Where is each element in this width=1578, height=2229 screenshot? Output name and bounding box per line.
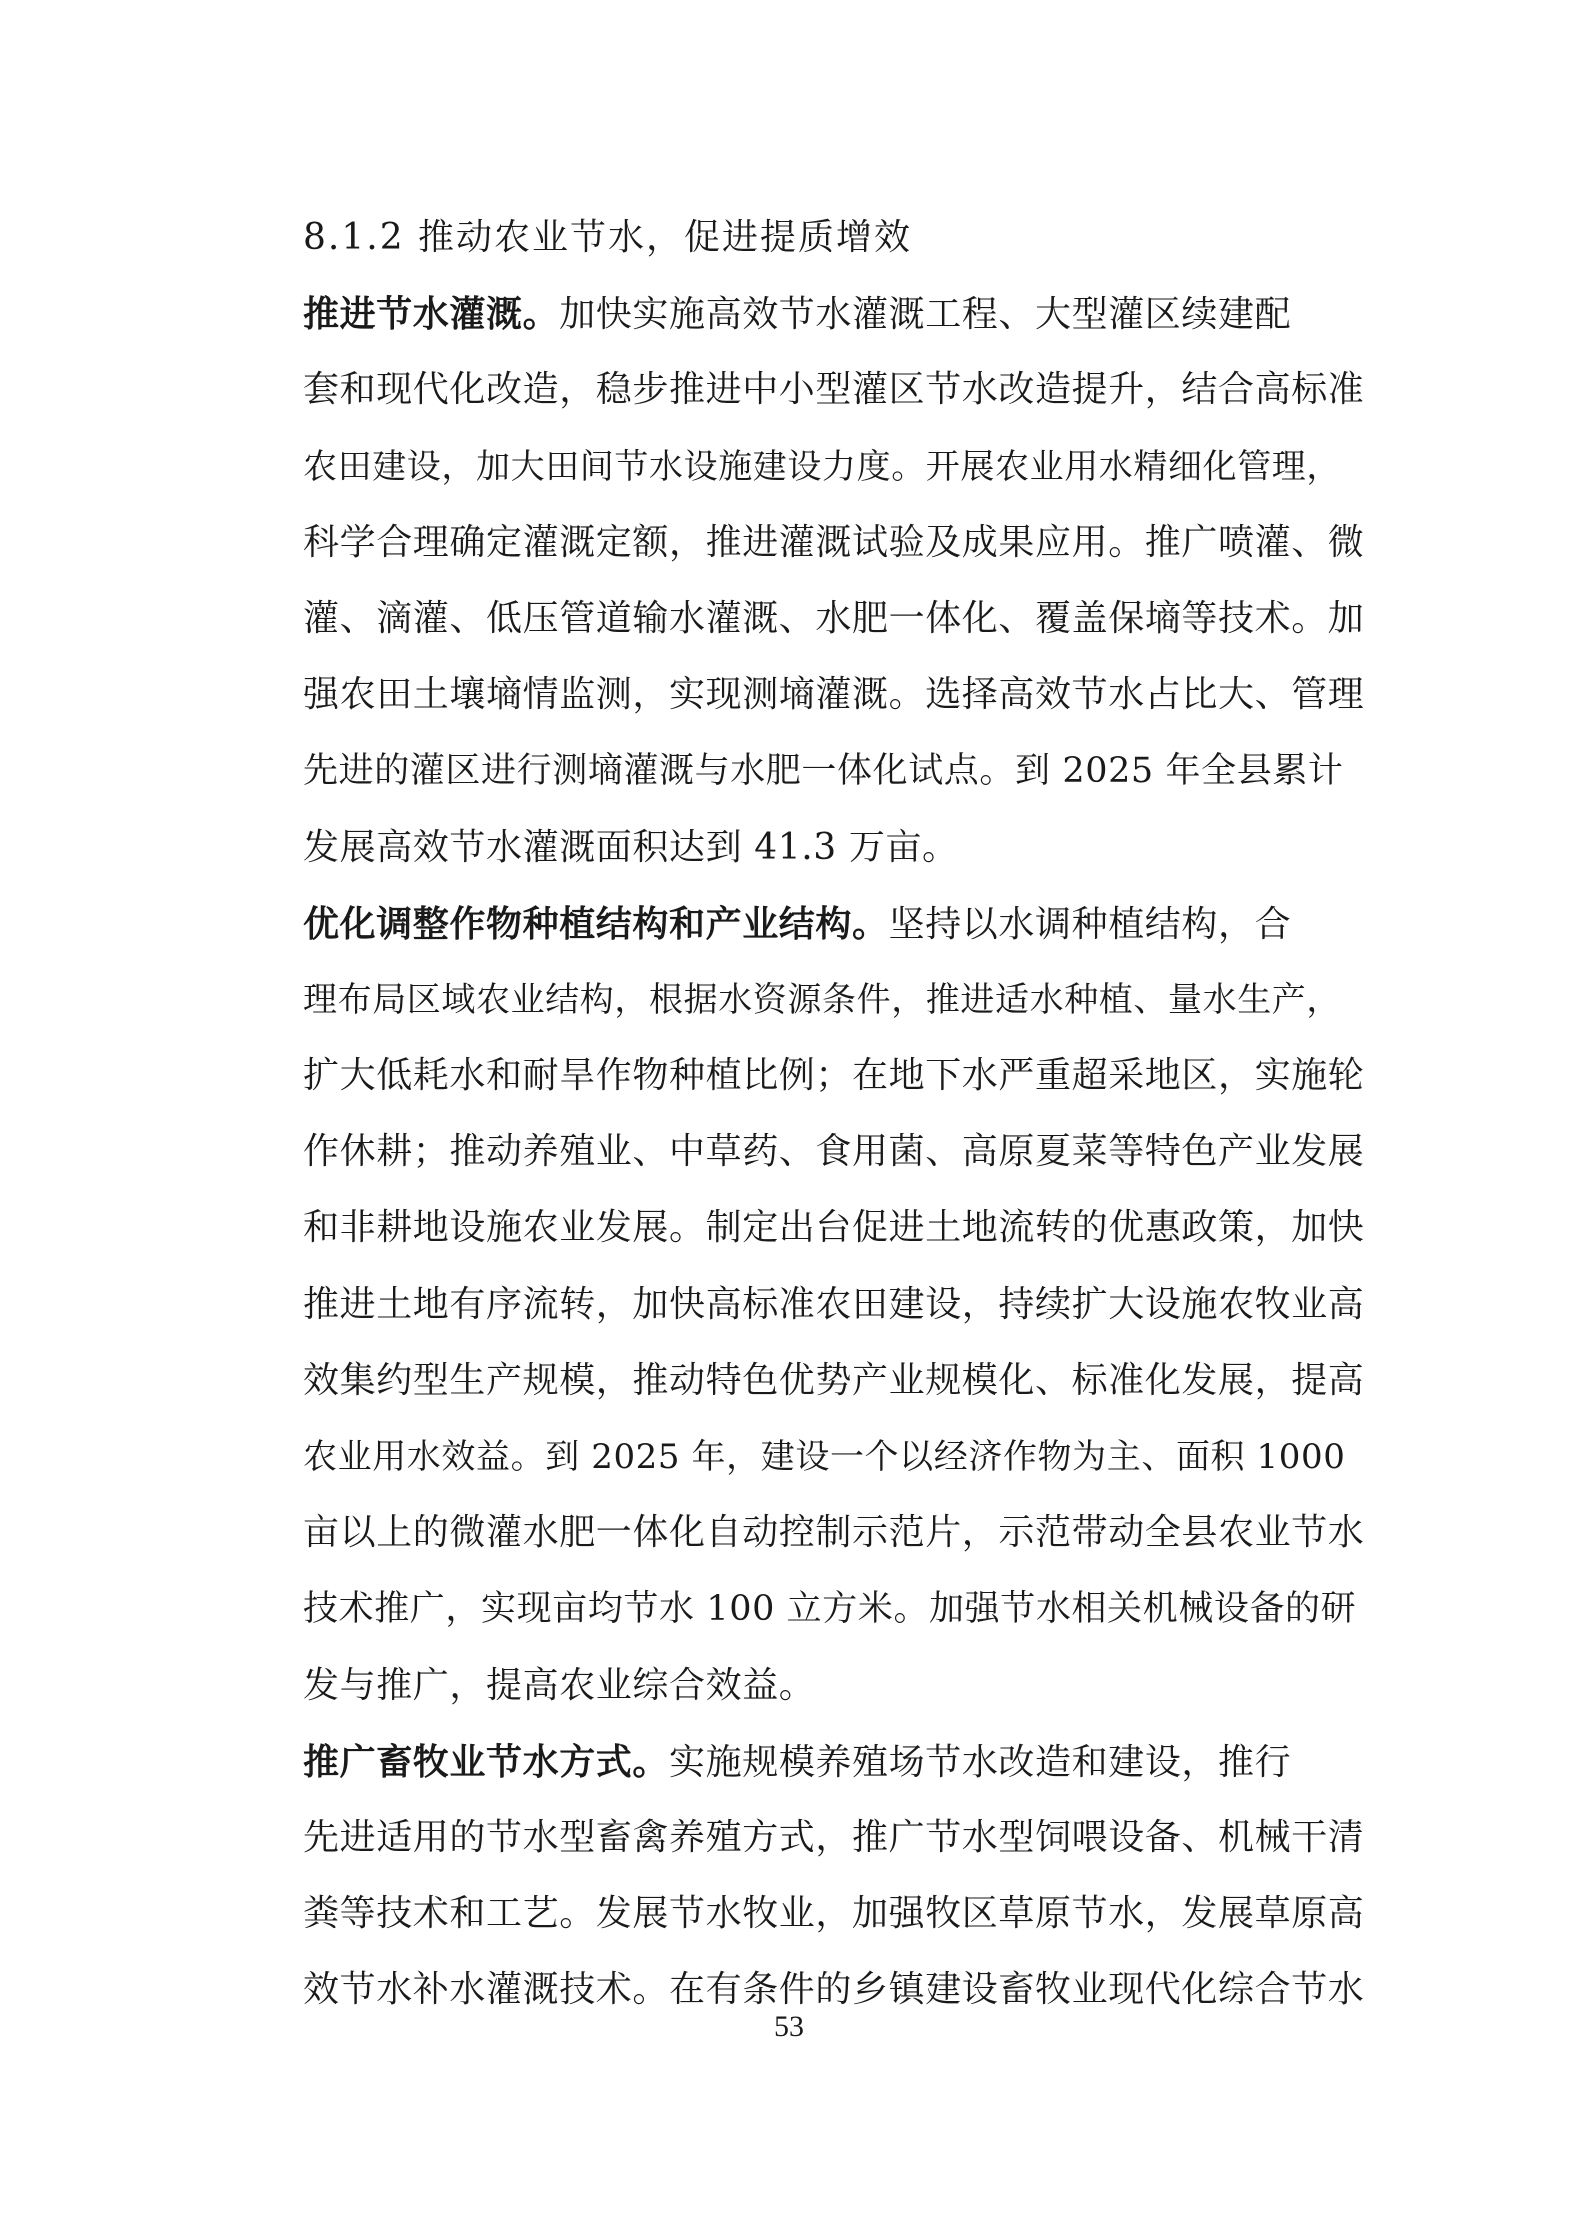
paragraph-line: 强农田土壤墒情监测，实现测墒灌溉。选择高效节水占比大、管理 (303, 674, 1365, 716)
paragraph-lead: 推广畜牧业节水方式。 (303, 1740, 670, 1783)
paragraph-line: 作休耕；推动养殖业、中草药、食用菌、高原夏菜等特色产业发展 (303, 1131, 1365, 1173)
paragraph-line: 亩以上的微灌水肥一体化自动控制示范片，示范带动全县农业节水 (303, 1512, 1365, 1554)
paragraph-line: 和非耕地设施农业发展。制定出台促进土地流转的优惠政策，加快 (303, 1207, 1365, 1249)
page-body (303, 200, 1365, 2029)
paragraph-line: 农业用水效益。到 2025 年，建设一个以经济作物为主、面积 1000 (303, 1437, 1346, 1477)
paragraph-first-line (303, 886, 1365, 962)
paragraph-text: 加快实施高效节水灌溉工程、大型灌区续建配 (559, 294, 1292, 336)
paragraph-line: 农田建设，加大田间节水设施建设力度。开展农业用水精细化管理， (303, 446, 1341, 487)
paragraph-line: 套和现代化改造，稳步推进中小型灌区节水改造提升，结合高标准 (303, 369, 1365, 411)
paragraph-line: 先进适用的节水型畜禽养殖方式，推广节水型饲喂设备、机械干清 (303, 1816, 1365, 1858)
paragraph-structure (303, 886, 1365, 1724)
paragraph-lead: 推进节水灌溉。 (303, 293, 560, 336)
paragraph-livestock (303, 1724, 1365, 2029)
paragraph-line: 灌、滴灌、低压管道输水灌溉、水肥一体化、覆盖保墒等技术。加 (303, 597, 1365, 639)
paragraph-line: 效节水补水灌溉技术。在有条件的乡镇建设畜牧业现代化综合节水 (303, 1969, 1365, 2011)
paragraph-lead: 优化调整作物种植结构和产业结构。 (303, 902, 889, 945)
paragraph-line: 科学合理确定灌溉定额，推进灌溉试验及成果应用。推广喷灌、微 (303, 521, 1365, 563)
paragraph-irrigation (303, 276, 1365, 886)
paragraph-line: 技术推广，实现亩均节水 100 立方米。加强节水相关机械设备的研 (303, 1589, 1357, 1630)
paragraph-first-line (303, 276, 1365, 352)
paragraph-line: 理布局区域农业结构，根据水资源条件，推进适水种植、量水生产， (303, 979, 1341, 1020)
paragraph-text: 实施规模养殖场节水改造和建设，推行 (669, 1741, 1292, 1783)
paragraph-first-line (303, 1724, 1365, 1800)
paragraph-line: 推进土地有序流转，加快高标准农田建设，持续扩大设施农牧业高 (303, 1283, 1365, 1325)
paragraph-line: 效集约型生产规模，推动特色优势产业规模化、标准化发展，提高 (303, 1359, 1365, 1401)
section-heading: 8.1.2 推动农业节水，促进提质增效 (303, 217, 913, 258)
paragraph-text: 坚持以水调种植结构，合 (888, 903, 1292, 945)
page-number: 53 (774, 2010, 804, 2043)
paragraph-line: 粪等技术和工艺。发展节水牧业，加强牧区草原节水，发展草原高 (303, 1893, 1365, 1935)
paragraph-line: 扩大低耗水和耐旱作物种植比例；在地下水严重超采地区，实施轮 (303, 1055, 1365, 1097)
paragraph-line: 先进的灌区进行测墒灌溉与水肥一体化试点。到 2025 年全县累计 (303, 751, 1344, 792)
paragraph-line: 发展高效节水灌溉面积达到 41.3 万亩。 (303, 826, 959, 868)
paragraph-line: 发与推广，提高农业综合效益。 (303, 1664, 816, 1706)
